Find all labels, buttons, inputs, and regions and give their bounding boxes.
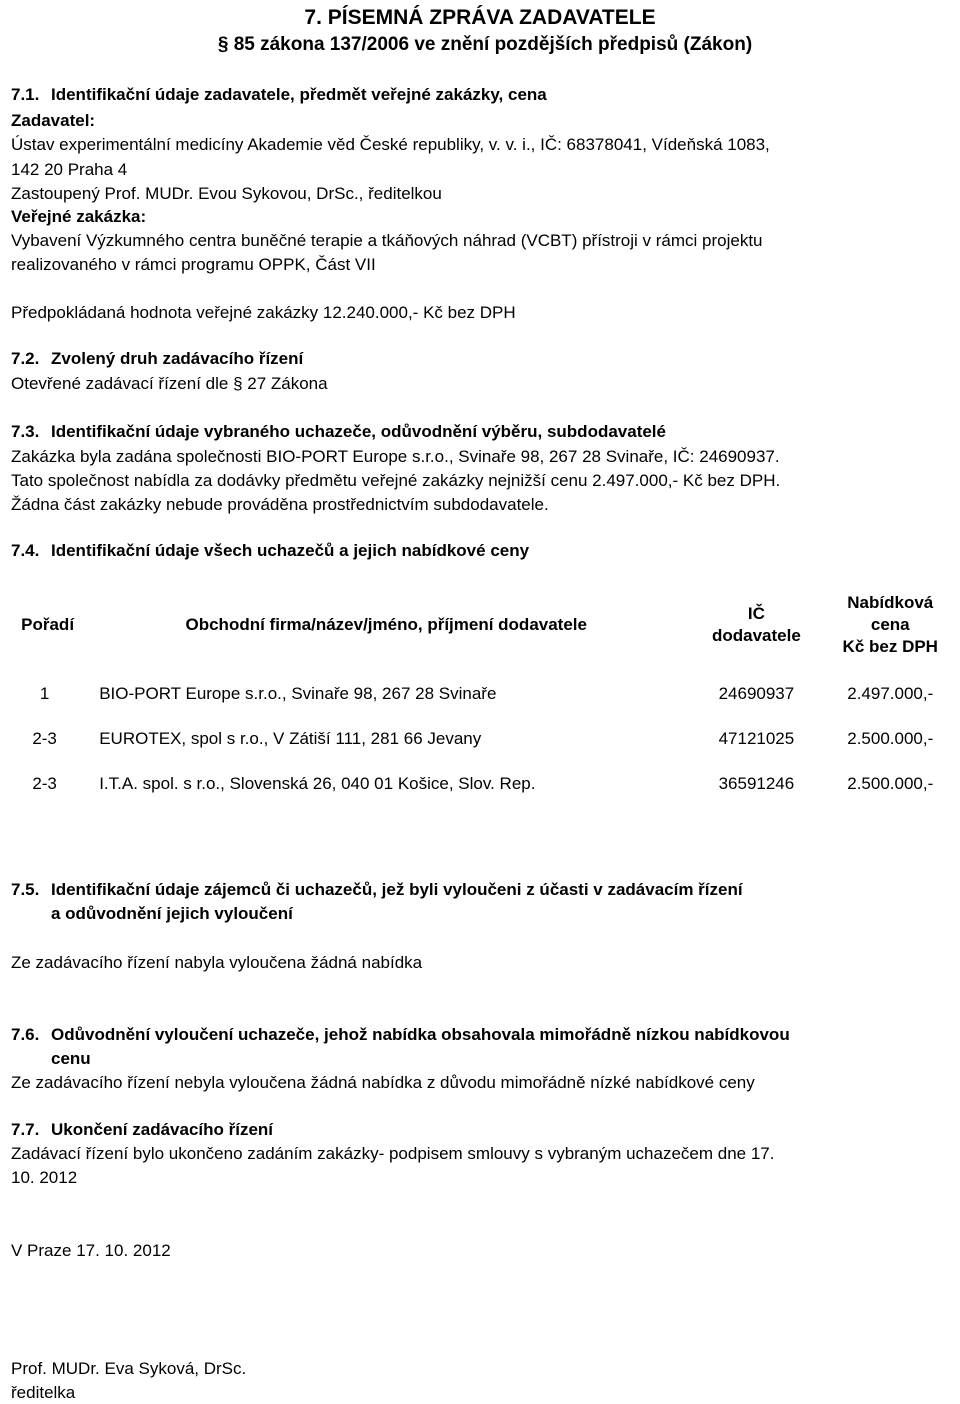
cell-rank: 1 [39, 683, 50, 703]
column-header-ic-line-2: dodavatele [711, 625, 801, 645]
section-title: Odůvodnění vyloučení uchazeče, jehož nabídka obsahovala mimořádně nízkou nabídkovou [51, 1025, 790, 1044]
document-title: 7. PÍSEMNÁ ZPRÁVA ZADAVATELE [304, 6, 656, 29]
document-subtitle-text: 85 zákona 137/2006 ve znění pozdějších předpisů (Zákon) [233, 34, 753, 55]
section-7-5-heading [11, 879, 743, 901]
column-header-price [826, 578, 955, 671]
column-header-ic-line-1: IČ [747, 603, 765, 623]
paragraph-sign: § [217, 34, 234, 55]
vylouceni-text: Ze zadávacího řízení nabyla vyloučena žádná nabídka [11, 953, 423, 972]
section-number: 7.7. [11, 1120, 40, 1139]
section-number: 7.3. [11, 422, 40, 441]
vybrany-uchazec-line-2: Tato společnost nabídla za dodávky předmětu veřejné zakázky nejnižší cenu 2.497.000,- Kč bez DPH. [11, 471, 781, 490]
table-row [4, 671, 955, 716]
section-7-5-heading-cont: a odůvodnění jejich vyloučení [51, 904, 293, 923]
cell-price: 2.500.000,- [847, 728, 934, 748]
subdodavatele-line: Žádna část zakázky nebude prováděna prostřednictvím subdodavatele. [11, 495, 549, 514]
signatory-role: ředitelka [11, 1383, 76, 1402]
section-number: 7.5. [11, 880, 40, 899]
type-text-law: 27 Zákona [242, 374, 328, 393]
section-title: Ukončení zadávacího řízení [51, 1120, 274, 1139]
cell-price: 2.500.000,- [847, 773, 934, 793]
column-header-firm: Obchodní firma/název/jméno, příjmení dodavatele [185, 614, 587, 634]
vybrany-uchazec-line-1: Zakázka byla zadána společnosti BIO-PORT Europe s.r.o., Svinaře 98, 267 28 Svinaře, IČ: 24690937. [11, 447, 780, 466]
section-title: Zvolený druh zadávacího řízení [51, 349, 304, 368]
cell-firm: I.T.A. spol. s r.o., Slovenská 26, 040 01 Košice, Slov. Rep. [99, 773, 536, 793]
zadavatel-label: Zadavatel: [11, 111, 96, 130]
section-7-6-heading-cont: cenu [51, 1049, 91, 1068]
section-7-3-heading [11, 421, 666, 443]
cell-firm: BIO-PORT Europe s.r.o., Svinaře 98, 267 28 Svinaře [99, 683, 497, 703]
zakazka-line-2: realizovaného v rámci programu OPPK, Část VII [11, 255, 376, 274]
section-7-6-heading [11, 1024, 790, 1046]
section-title: Identifikační údaje všech uchazečů a jejich nabídkové ceny [51, 541, 530, 560]
section-7-1-heading [11, 84, 547, 106]
cell-ic: 24690937 [718, 683, 795, 703]
nizka-cena-text: Ze zadávacího řízení nebyla vyloučena žádná nabídka z důvodu mimořádně nízké nabídkové ceny [11, 1073, 755, 1092]
table-header-row [4, 578, 955, 671]
section-title: Identifikační údaje zadavatele, předmět veřejné zakázky, cena [51, 85, 547, 104]
cell-rank: 2-3 [32, 773, 57, 793]
column-header-price-line-3: Kč bez DPH [842, 636, 938, 656]
cell-ic: 36591246 [718, 773, 795, 793]
section-number: 7.2. [11, 349, 40, 368]
zakazka-line-1: Vybavení Výzkumného centra buněčné terapie a tkáňových náhrad (VCBT) přístroji v rámci projektu [11, 231, 763, 250]
cell-price: 2.497.000,- [847, 683, 934, 703]
section-number: 7.6. [11, 1025, 40, 1044]
section-number: 7.1. [11, 85, 40, 104]
zastoupeny-line: Zastoupený Prof. MUDr. Evou Sykovou, DrSc., ředitelkou [11, 184, 442, 203]
column-header-ic [687, 578, 825, 671]
table-row [4, 761, 955, 806]
zakazka-label: Veřejné zakázka: [11, 207, 147, 226]
section-title: Identifikační údaje zájemců či uchazečů, jež byli vyloučeni z účasti v zadávacím řízení [51, 880, 743, 899]
section-number: 7.4. [11, 541, 40, 560]
zadavaci-rizeni-type [11, 373, 328, 395]
table-row [4, 716, 955, 761]
column-header-price-line-2: cena [870, 614, 910, 634]
ukonceni-line-2: 10. 2012 [11, 1168, 78, 1187]
section-7-4-heading [11, 540, 529, 562]
predpokladana-hodnota: Předpokládaná hodnota veřejné zakázky 12.240.000,- Kč bez DPH [11, 303, 516, 322]
zadavatel-line-2: 142 20 Praha 4 [11, 160, 128, 179]
ukonceni-line-1: Zadávací řízení bylo ukončeno zadáním zakázky- podpisem smlouvy s vybraným uchazečem dne 17. [11, 1144, 775, 1163]
paragraph-sign: § [233, 374, 243, 393]
column-header-rank: Pořadí [21, 614, 75, 634]
zadavatel-line-1: Ústav experimentální medicíny Akademie věd České republiky, v. v. i., IČ: 68378041, Vídeňská 1083, [11, 135, 770, 154]
document-subtitle [0, 33, 960, 57]
column-header-price-line-1: Nabídková [847, 592, 934, 612]
section-7-7-heading [11, 1119, 273, 1141]
cell-ic: 47121025 [718, 728, 795, 748]
section-title: Identifikační údaje vybraného uchazeče, odůvodnění výběru, subdodavatelé [51, 422, 666, 441]
section-7-2-heading [11, 348, 303, 370]
place-date: V Praze 17. 10. 2012 [11, 1241, 171, 1260]
offers-table [4, 578, 955, 806]
cell-rank: 2-3 [32, 728, 57, 748]
signatory-name: Prof. MUDr. Eva Syková, DrSc. [11, 1359, 247, 1378]
cell-firm: EUROTEX, spol s r.o., V Zátiší 111, 281 66 Jevany [99, 728, 482, 748]
type-text: Otevřené zadávací řízení dle [11, 374, 234, 393]
